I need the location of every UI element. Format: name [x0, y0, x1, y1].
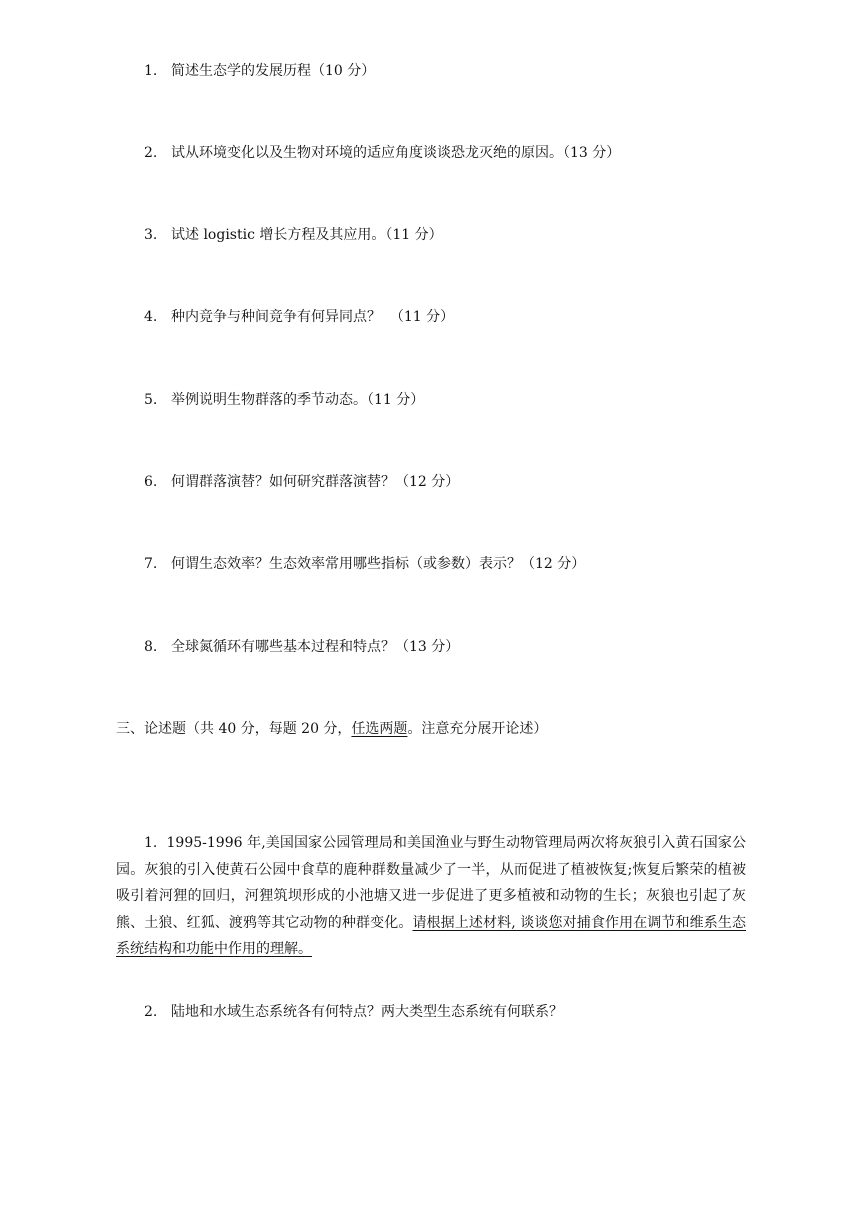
heading-underlined-text: 任选两题 — [351, 721, 408, 737]
question-text: 全球氮循环有哪些基本过程和特点？（13 分） — [171, 639, 460, 655]
question-3 — [144, 225, 443, 245]
question-text: 简述生态学的发展历程（10 分） — [171, 63, 376, 79]
question-7 — [144, 554, 585, 574]
question-5 — [144, 390, 424, 410]
essay-section-heading — [116, 719, 547, 739]
question-text: 何谓生态效率？生态效率常用哪些指标（或参数）表示？（12 分） — [171, 556, 586, 572]
question-task: 请根据上述材料, 谈谈您对捕食作用在调节和维系生态系统结构和功能中作用的理解。 — [116, 914, 746, 957]
question-number: 8. — [144, 639, 158, 655]
question-text: 何谓群落演替？如何研究群落演替？（12 分） — [171, 474, 460, 490]
question-text: 种内竞争与种间竞争有何异同点？ （11 分） — [171, 309, 455, 325]
question-2 — [144, 143, 620, 163]
essay-question-1 — [116, 830, 746, 963]
question-number: 5. — [144, 392, 158, 408]
question-text: 举例说明生物群落的季节动态。（11 分） — [171, 392, 425, 408]
question-text: 试从环境变化以及生物对环境的适应角度谈谈恐龙灭绝的原因。（13 分） — [171, 145, 621, 161]
question-text: 试述 logistic 增长方程及其应用。（11 分） — [171, 227, 443, 243]
question-number: 7. — [144, 556, 158, 572]
question-text: 陆地和水域生态系统各有何特点？两大类型生态系统有何联系？ — [171, 1004, 563, 1020]
question-6 — [144, 472, 459, 492]
heading-text: 三、论述题（共 40 分，每题 20 分， — [116, 721, 352, 737]
question-number: 1. — [144, 63, 158, 79]
question-material: 1995-1996 年,美国国家公园管理局和美国渔业与野生动物管理局两次将灰狼引入黄石国家公园。灰狼的引入使黄石公园中食草的鹿种群数量减少了一半，从而促进了植被恢复;恢复后繁荣的植被吸引着河狸的回归，河狸筑坝形成的小池塘又进一步促进了更多植被和动物的生长；灰狼也引起了灰熊、土狼、红狐、渡鸦等其它动物的种群变化。 — [116, 835, 746, 931]
question-number: 4. — [144, 309, 158, 325]
question-number: 1. — [144, 835, 158, 851]
question-number: 2. — [144, 1004, 158, 1020]
heading-text-end: 。注意充分展开论述） — [407, 721, 548, 737]
question-number: 2. — [144, 145, 158, 161]
question-4 — [144, 307, 454, 327]
question-1 — [144, 61, 375, 81]
question-8 — [144, 637, 459, 657]
essay-question-2 — [144, 1002, 563, 1022]
question-number: 6. — [144, 474, 158, 490]
question-number: 3. — [144, 227, 158, 243]
